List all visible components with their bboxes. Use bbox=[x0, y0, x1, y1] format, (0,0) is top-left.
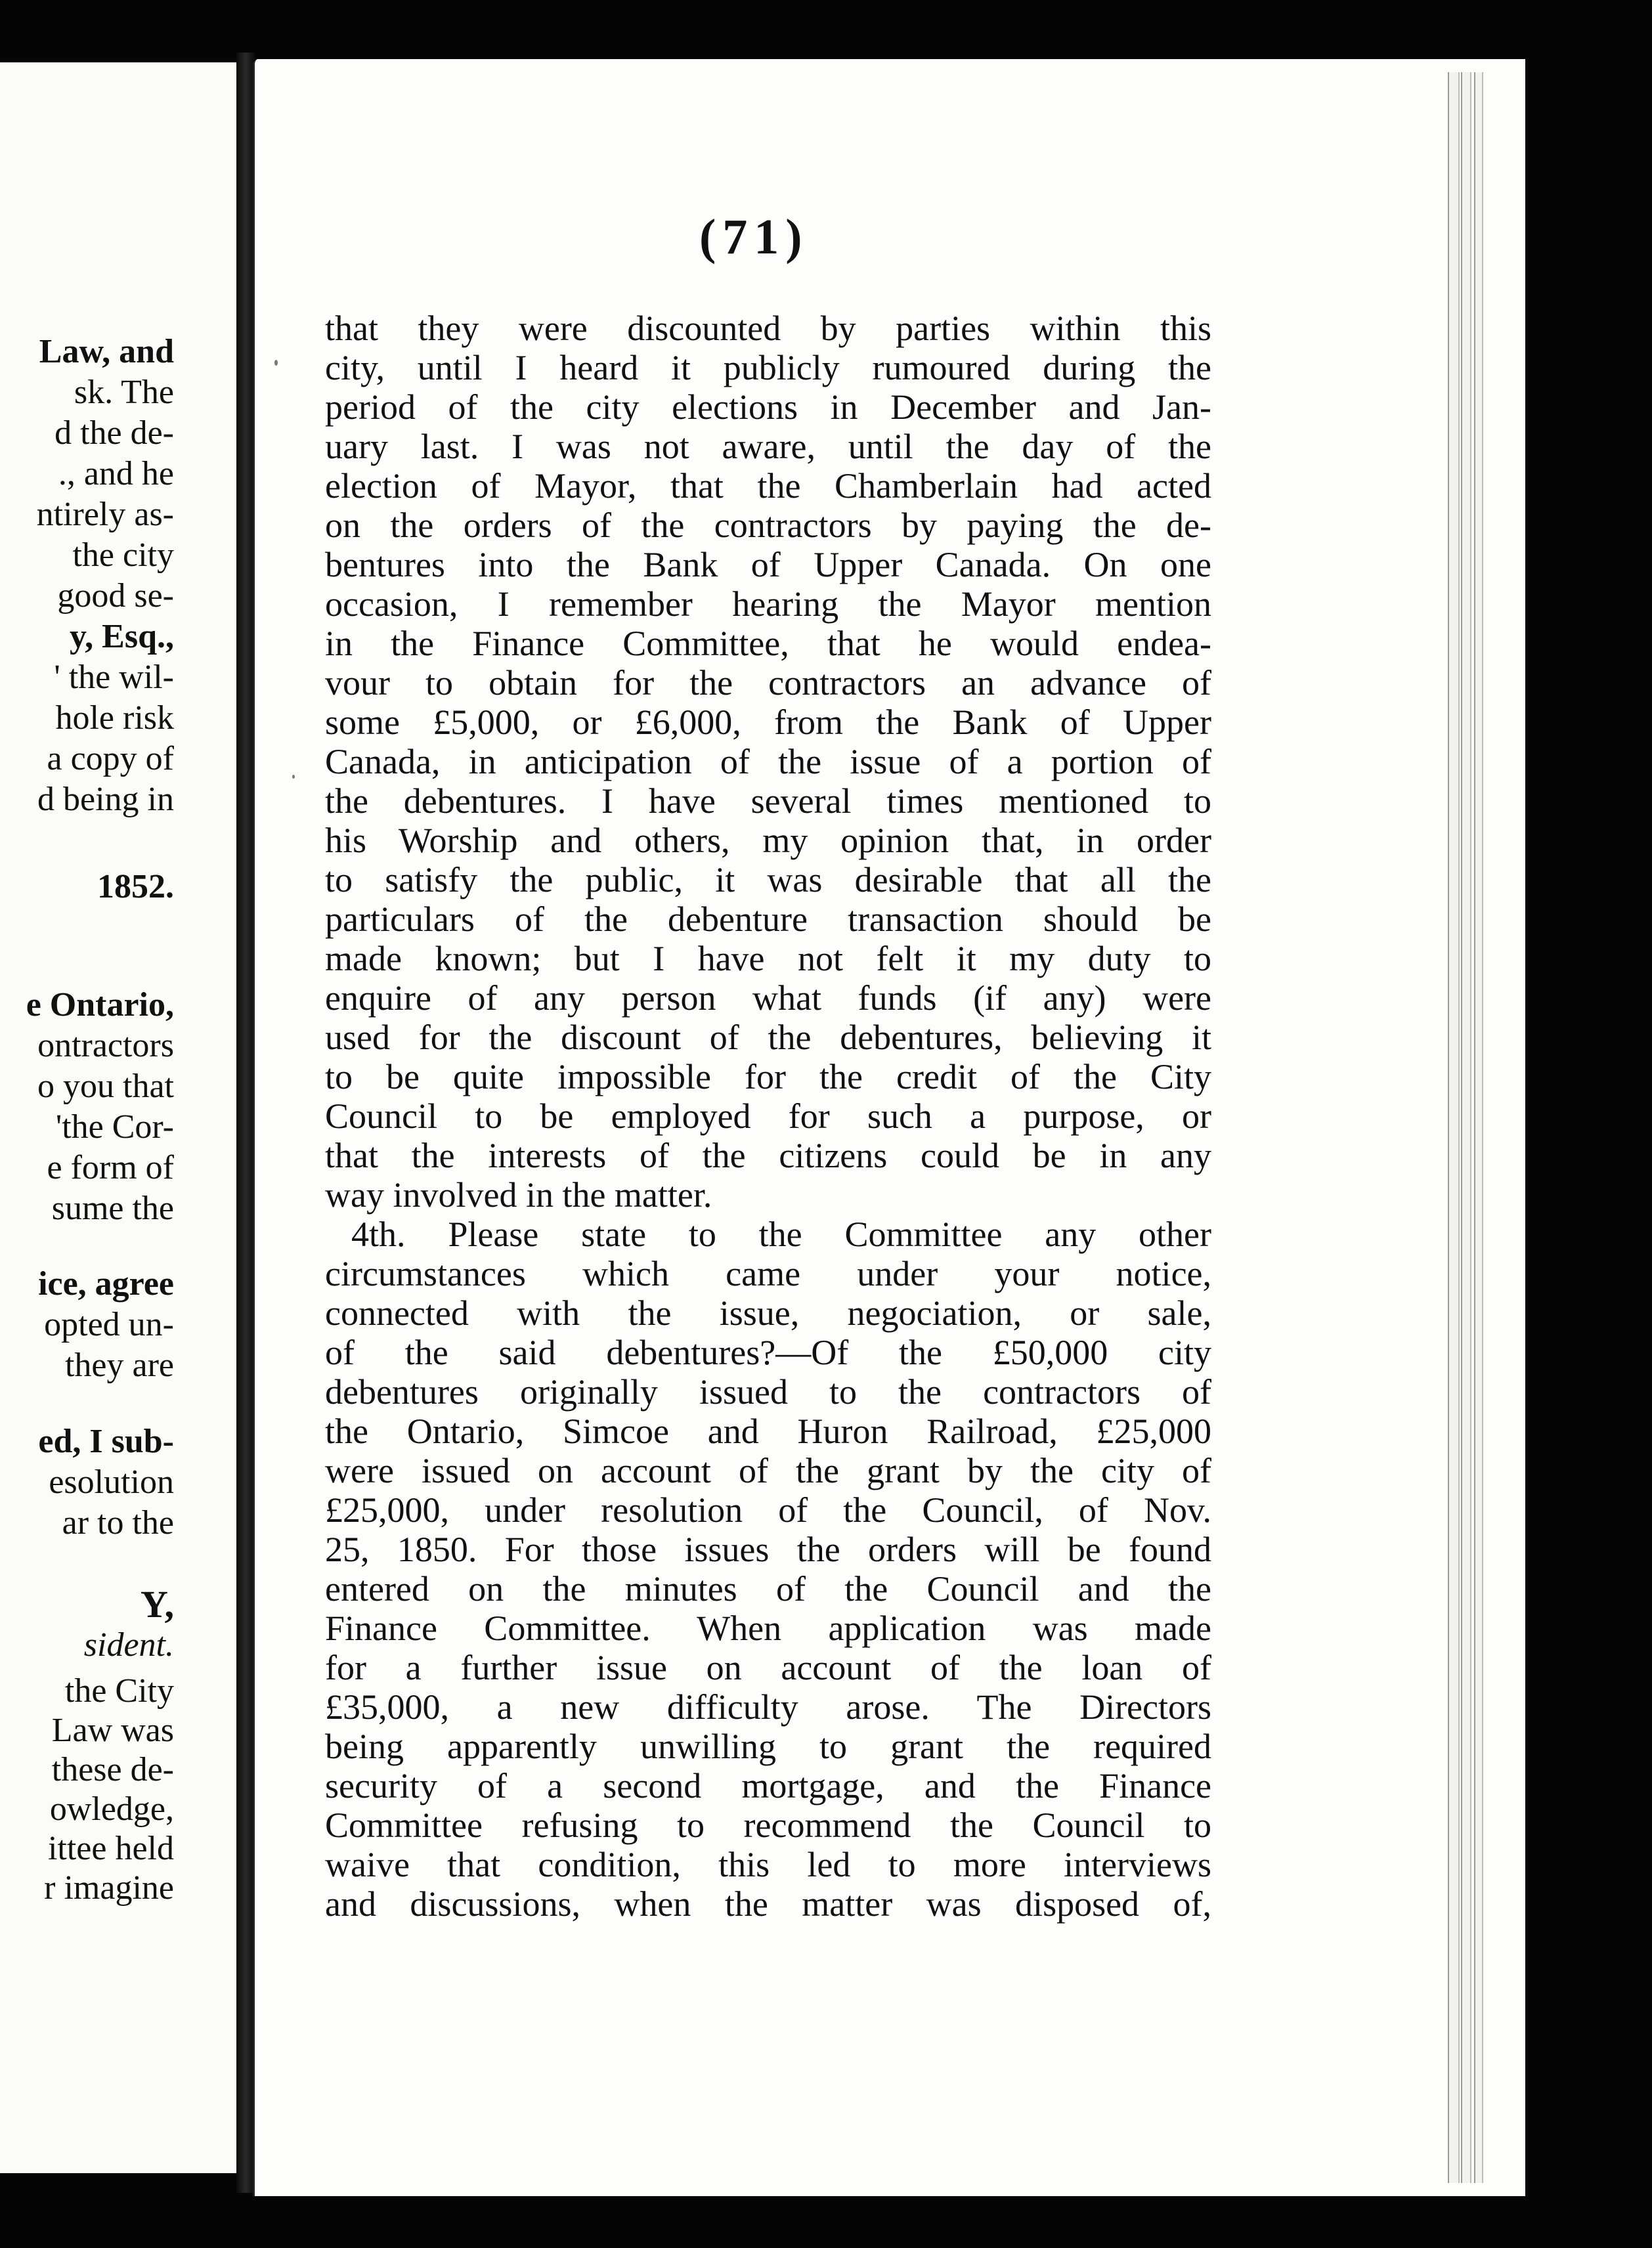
left-line: 'the Cor- bbox=[55, 1108, 174, 1146]
left-line: d the de- bbox=[54, 414, 174, 452]
left-line: a copy of bbox=[47, 740, 174, 777]
body-line: the debentures. I have several times mentioned to bbox=[325, 781, 1211, 821]
body-line: Finance Committee. When application was made bbox=[325, 1609, 1211, 1648]
body-line: uary last. I was not aware, until the day of the bbox=[325, 427, 1211, 466]
body-line: of the said debentures?—Of the £50,000 city bbox=[325, 1333, 1211, 1372]
body-line: waive that condition, this led to more interviews bbox=[325, 1845, 1211, 1884]
dust-speck bbox=[292, 775, 295, 779]
left-line: d being in bbox=[37, 781, 174, 818]
body-line: that they were discounted by parties within this bbox=[325, 309, 1211, 348]
page-edge bbox=[1474, 72, 1483, 2183]
left-line: sume the bbox=[51, 1190, 174, 1227]
body-line: made known; but I have not felt it my duty to bbox=[325, 939, 1211, 978]
left-line: Law was bbox=[51, 1712, 174, 1749]
left-line: r imagine bbox=[44, 1869, 174, 1907]
left-line: these de- bbox=[51, 1751, 174, 1788]
body-line: some £5,000, or £6,000, from the Bank of Upper bbox=[325, 702, 1211, 742]
left-line: e form of bbox=[47, 1149, 174, 1186]
left-line: ., and he bbox=[58, 455, 174, 492]
left-line: Y, bbox=[140, 1583, 174, 1626]
page-edge bbox=[1448, 72, 1460, 2183]
body-line: Committee refusing to recommend the Council to bbox=[325, 1805, 1211, 1845]
body-line: particulars of the debenture transaction should be bbox=[325, 899, 1211, 939]
body-line: to be quite impossible for the credit of the City bbox=[325, 1057, 1211, 1096]
left-line: ntirely as- bbox=[36, 496, 174, 533]
left-line: ar to the bbox=[62, 1504, 174, 1542]
left-line: ontractors bbox=[37, 1027, 174, 1064]
body-line: his Worship and others, my opinion that, in order bbox=[325, 821, 1211, 860]
body-line: city, until I heard it publicly rumoured during the bbox=[325, 348, 1211, 387]
left-line: they are bbox=[64, 1347, 174, 1384]
body-line: the Ontario, Simcoe and Huron Railroad, £25,000 bbox=[325, 1412, 1211, 1451]
body-line: being apparently unwilling to grant the required bbox=[325, 1727, 1211, 1766]
body-line: way involved in the matter. bbox=[325, 1175, 712, 1215]
left-line: e Ontario, bbox=[26, 986, 174, 1024]
body-line: 25, 1850. For those issues the orders will be found bbox=[325, 1530, 1211, 1569]
body-line: Canada, in anticipation of the issue of a portion of bbox=[325, 742, 1211, 781]
left-line: good se- bbox=[57, 577, 174, 615]
left-line: sident. bbox=[83, 1626, 174, 1664]
body-line: circumstances which came under your notice, bbox=[325, 1254, 1211, 1293]
body-line: connected with the issue, negociation, or sale, bbox=[325, 1293, 1211, 1333]
body-line: period of the city elections in December and Jan- bbox=[325, 387, 1211, 427]
body-line: to satisfy the public, it was desirable that all the bbox=[325, 860, 1211, 899]
page-edge bbox=[1461, 72, 1471, 2183]
left-line: ittee held bbox=[47, 1830, 174, 1867]
body-line: entered on the minutes of the Council and the bbox=[325, 1569, 1211, 1609]
left-line: y, Esq., bbox=[70, 618, 174, 655]
body-line: £35,000, a new difficulty arose. The Directors bbox=[325, 1687, 1211, 1727]
body-line: election of Mayor, that the Chamberlain had acted bbox=[325, 466, 1211, 506]
body-line: bentures into the Bank of Upper Canada. On one bbox=[325, 545, 1211, 584]
book-gutter bbox=[236, 53, 255, 2193]
body-line: vour to obtain for the contractors an advance of bbox=[325, 663, 1211, 702]
dust-speck bbox=[274, 360, 278, 366]
left-line: 1852. bbox=[97, 868, 174, 905]
left-line: hole risk bbox=[55, 699, 174, 737]
left-line: Law, and bbox=[39, 333, 174, 370]
left-page bbox=[0, 62, 238, 2173]
left-line: esolution bbox=[49, 1463, 174, 1501]
body-line: security of a second mortgage, and the Finance bbox=[325, 1766, 1211, 1805]
body-line: were issued on account of the grant by the city of bbox=[325, 1451, 1211, 1490]
body-line: 4th. Please state to the Committee any other bbox=[351, 1215, 1211, 1254]
body-line: occasion, I remember hearing the Mayor mention bbox=[325, 584, 1211, 624]
page-number: (71) bbox=[699, 209, 809, 265]
body-line: used for the discount of the debentures, believing it bbox=[325, 1018, 1211, 1057]
body-line: enquire of any person what funds (if any) were bbox=[325, 978, 1211, 1018]
left-line: ed, I sub- bbox=[38, 1423, 174, 1460]
left-line: opted un- bbox=[44, 1306, 174, 1343]
body-line: and discussions, when the matter was disposed of, bbox=[325, 1884, 1211, 1924]
body-line: £25,000, under resolution of the Council, of Nov. bbox=[325, 1490, 1211, 1530]
body-line: debentures originally issued to the contractors of bbox=[325, 1372, 1211, 1412]
left-line: the City bbox=[64, 1672, 174, 1710]
body-line: in the Finance Committee, that he would endea- bbox=[325, 624, 1211, 663]
left-line: o you that bbox=[37, 1068, 174, 1105]
left-line: owledge, bbox=[49, 1790, 174, 1828]
left-line: ' the wil- bbox=[54, 659, 174, 696]
body-line: for a further issue on account of the loan of bbox=[325, 1648, 1211, 1687]
left-line: ice, agree bbox=[38, 1265, 174, 1303]
body-line: Council to be employed for such a purpose, or bbox=[325, 1096, 1211, 1136]
left-line: sk. The bbox=[74, 374, 174, 411]
body-line: on the orders of the contractors by paying the de- bbox=[325, 506, 1211, 545]
body-line: that the interests of the citizens could be in any bbox=[325, 1136, 1211, 1175]
left-line: the city bbox=[72, 536, 174, 574]
